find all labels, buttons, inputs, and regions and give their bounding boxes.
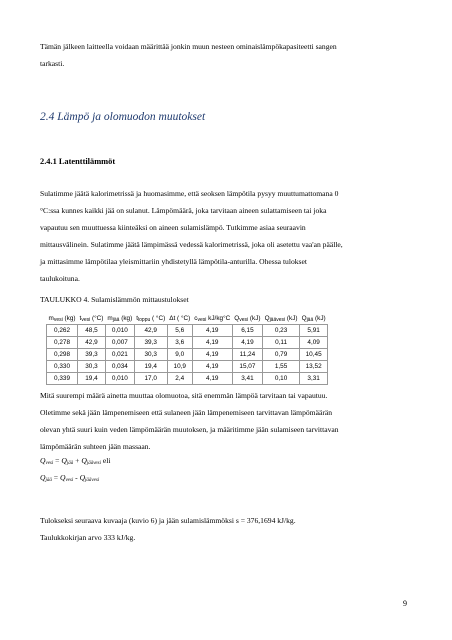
table-row [47, 325, 328, 337]
table-cell: 0,010 [105, 373, 134, 385]
header-cell: Δt ( °C) [167, 313, 192, 325]
table-cell: 11,24 [232, 349, 262, 361]
table-cell: 4,19 [192, 373, 232, 385]
table-row [47, 373, 328, 385]
table-cell: 4,19 [192, 325, 232, 337]
body-paragraph-1 [40, 185, 412, 287]
table-cell: 39,3 [134, 337, 167, 349]
header-cell: $t_{loppu}$ ( °C) [136, 314, 166, 323]
table-cell: 2,4 [167, 373, 192, 385]
table-cell: 42,9 [134, 325, 167, 337]
paragraph-line: ja mittasimme lämpötilaa yleismittariin yhdistetyllä lämpötila-anturilla. Ohessa tulokset [40, 257, 307, 266]
table-cell: 42,9 [78, 337, 106, 349]
table-cell: 4,19 [192, 361, 232, 373]
table-cell: 0,021 [105, 349, 134, 361]
table-row [47, 361, 328, 373]
table-row [47, 349, 328, 361]
header-cell: $Q_{vesi}$ (kJ) [234, 314, 261, 323]
paragraph-line: taulukoituna. [40, 274, 80, 283]
table-cell: 0,339 [47, 373, 78, 385]
paragraph-line: olevan yhtä suuri kuin veden lämpömäärän muutoksen, ja määritimme jään sulamiseen tarvittavan [40, 425, 339, 434]
header-cell: $m_{jää}$ (kg) [107, 314, 133, 323]
intro-line: tarkasti. [40, 59, 65, 68]
table-cell: 17,0 [134, 373, 167, 385]
intro-line: Tämän jälkeen laitteella voidaan määrittää jonkin muun nesteen ominaislämpökapasiteetti sangen [40, 42, 337, 51]
table-cell: 4,19 [232, 337, 262, 349]
table-cell: 15,07 [232, 361, 262, 373]
header-cell: $m_{vesi}$ (kg) [48, 314, 76, 323]
table-cell: 0,79 [263, 349, 300, 361]
header-cell: $t_{vesi}$ (°C) [79, 314, 104, 323]
table-cell: 0,262 [47, 325, 78, 337]
paragraph-line: vapautuu sen muuttuessa kiinteäksi on aineen sulamislämpö. Tutkimme asiaa seuraavin [40, 223, 306, 232]
table-cell: 10,9 [167, 361, 192, 373]
paragraph-line: lämpömäärän suhteen jään massaan. [40, 442, 151, 451]
table-cell: 0,007 [105, 337, 134, 349]
table-cell: 5,6 [167, 325, 192, 337]
page-number: 9 [403, 599, 407, 608]
table-cell: 4,09 [300, 337, 328, 349]
paragraph-line: Oletimme sekä jään lämpenemiseen että sulaneen jään lämpenemiseen tarvittavan lämpömäärän [40, 408, 333, 417]
paragraph-line: Taulukkokirjan arvo 333 kJ/kg. [40, 533, 136, 542]
table-cell: 13,52 [300, 361, 328, 373]
table-cell: 0,034 [105, 361, 134, 373]
header-cell: $Q_{jäävesi}$ (kJ) [264, 314, 298, 323]
table-cell: 3,31 [300, 373, 328, 385]
header-cell: $c_{vesi}$ kJ/kg°C [194, 314, 231, 323]
conclusion-paragraph [40, 512, 412, 546]
table-caption: TAULUKKO 4. Sulamislämmön mittaustulokset [40, 295, 189, 304]
paragraph-line: °C:ssa kunnes kaikki jää on sulanut. Lämpömäärä, joka tarvitaan aineen sulattamiseen tai joka [40, 206, 327, 215]
table-cell: 1,55 [263, 361, 300, 373]
paragraph-line: Tulokseksi seuraava kuvaaja (kuvio 6) ja jään sulamislämmöksi s = 376,1694 kJ/kg. [40, 516, 296, 525]
table-cell: 3,41 [232, 373, 262, 385]
table-row [47, 337, 328, 349]
body-paragraph-2 [40, 387, 412, 455]
table-cell: 4,19 [192, 349, 232, 361]
table-cell: 0,330 [47, 361, 78, 373]
table-cell: 30,3 [78, 361, 106, 373]
intro-paragraph [40, 38, 412, 72]
paragraph-line: Sulatimme jäätä kalorimetrissä ja huomasimme, että seoksen lämpötila pysyy muuttumattomana 0 [40, 189, 339, 198]
section-heading: 2.4 Lämpö ja olomuodon muutokset [40, 111, 206, 123]
table-cell: 6,15 [232, 325, 262, 337]
table-cell: 4,19 [192, 337, 232, 349]
table-cell: 0,23 [263, 325, 300, 337]
table-header-row [47, 313, 328, 325]
table-cell: 39,3 [78, 349, 106, 361]
table-cell: 19,4 [78, 373, 106, 385]
results-table [46, 313, 328, 385]
table-cell: 30,3 [134, 349, 167, 361]
table-cell: 0,298 [47, 349, 78, 361]
formula-1: $Q_{vesi} = Q_{jää} + Q_{jäävesi}$ eli [40, 456, 111, 466]
table-cell: 10,45 [300, 349, 328, 361]
table-cell: 19,4 [134, 361, 167, 373]
table-cell: 48,5 [78, 325, 106, 337]
table-cell: 0,278 [47, 337, 78, 349]
header-cell: $Q_{jää}$ (kJ) [301, 314, 326, 323]
subsection-heading: 2.4.1 Latenttilämmöt [40, 157, 116, 166]
table-cell: 5,91 [300, 325, 328, 337]
table-cell: 3,6 [167, 337, 192, 349]
table-cell: 9,0 [167, 349, 192, 361]
table-cell: 0,11 [263, 337, 300, 349]
paragraph-line: Mitä suurempi määrä ainetta muuttaa olomuotoa, sitä enemmän lämpöä tarvitaan tai vapautuu. [40, 391, 328, 400]
table-cell: 0,10 [263, 373, 300, 385]
paragraph-line: mittausvälinein. Sulatimme jäätä lämpimässä vedessä kalorimetrissä, joka oli asetettu vaa'an päälle, [40, 240, 343, 249]
formula-2: $Q_{jää} = Q_{vesi} - Q_{jäävesi}$ [40, 473, 100, 483]
table-cell: 0,010 [105, 325, 134, 337]
